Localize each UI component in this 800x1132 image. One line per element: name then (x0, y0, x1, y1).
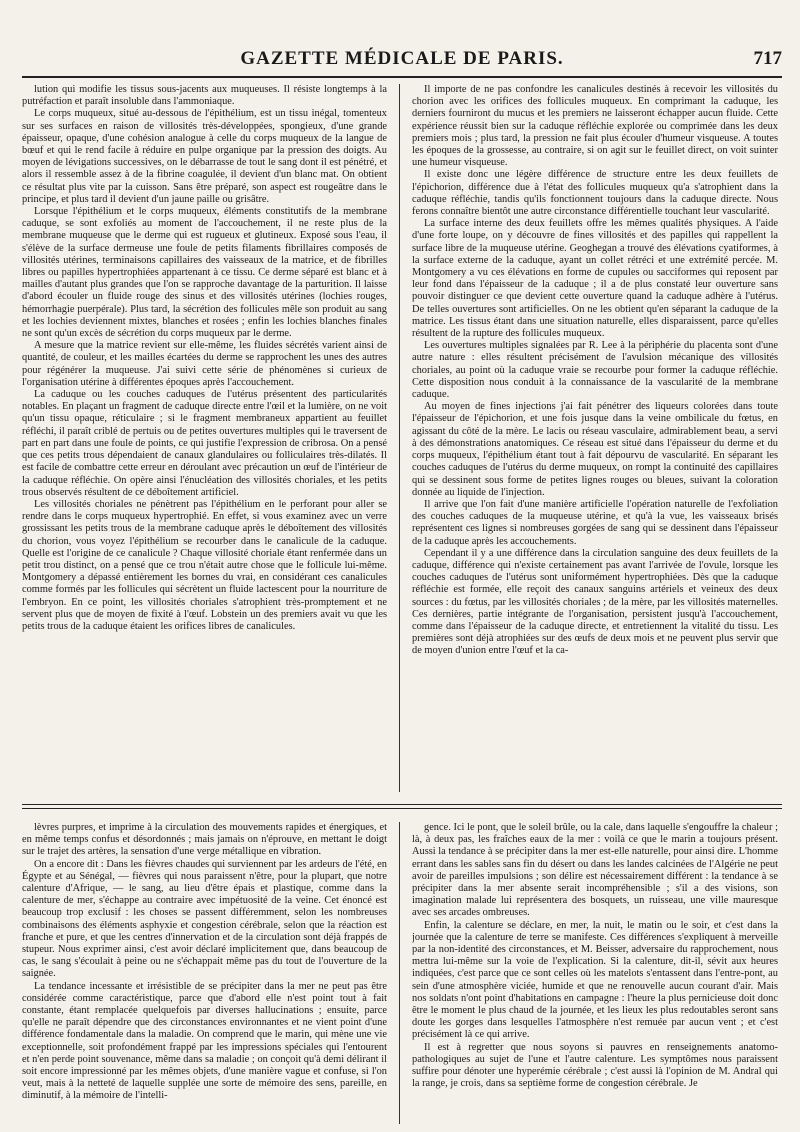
page-number: 717 (753, 48, 782, 69)
column-top-left (22, 84, 387, 792)
paragraph: Cependant il y a une différence dans la circulation sanguine des deux feuillets de la caduque, différence qui n'existe certainement pas avant l'arrivée de l'ovule, lorsque les couches caduques de l'utérus sont uniformément hypertrophiées. Dès que la caduque réfléchie est formée, elle reçoit des canaux sanguins artériels et veineux des deux sources : du fœtus, par les villosités choriales ; de la mère, par les villosités maternelles. Ces dernières, partie intégrante de l'organisation, persistent jusqu'à l'accouchement, comme dans l'épaisseur de la caduque directe, et entretiennent la vitalité du tissu. Les premières sont déjà atrophiées sur des œufs de deux mois et ne peuvent plus servir que de moyen d'union entre l'œuf et la ca- (412, 547, 778, 657)
paragraph: Les ouvertures multiples signalées par R. Lee à la périphérie du placenta sont d'une autre nature : elles résultent précisément de l'avulsion mécanique des villosités choriales, au point où la caduque vraie se recourbe pour former la caduque réfléchie. Cette disposition nous conduit à la connaissance de la vascularité de la membrane caduque. (412, 340, 778, 401)
paragraph: A mesure que la matrice revient sur elle-même, les fluides sécrétés varient ainsi de quantité, de couleur, et les mailles écartées du derme se rapprochent les unes des autres pour régénérer la muqueuse. J'ai suivi cette série de phénomènes si curieux de l'organisation utérine à différentes époques après l'accouchement. (22, 340, 387, 388)
column-divider (399, 84, 400, 792)
paragraph: Les villosités choriales ne pénètrent pas l'épithélium en le perforant pour aller se rendre dans le corps muqueux hypertrophié. En effet, si vous examinez avec un verre grossissant les petits trous de la membrane caduque après le déboîtement des villosités du chorion, vous voyez l'épithélium se recourber dans le canalicule de la caduque. Quelle est l'origine de ce canalicule ? Chaque villosité choriale étant renfermée dans un petit trou distinct, on a pensé que ce trou n'était autre chose que le follicule lui-même. Montgomery a dépassé entièrement les bornes du vrai, en considérant ces canalicules comme formés par les follicules qui sécrètent un fluide lactescent pour la nourriture de l'embryon. En ce point, les villosités choriales s'atrophient très-promptement et ne servent plus que de moyen de fixité à l'œuf. Lobstein un des premiers avait vu que les petits trous de la caduque étaient les orifices libres de canalicules. (22, 498, 387, 632)
column-divider (399, 822, 400, 1124)
page-header (22, 46, 782, 78)
section-divider (22, 804, 782, 805)
paragraph: La tendance incessante et irrésistible de se précipiter dans la mer ne peut pas être considérée comme caractéristique, parce que d'abord elle n'est point tout à fait constante, étant remplacée quelquefois par diverses hallucinations ; ensuite, parce qu'elle ne paraît dépendre que des circonstances environnantes et ne vient point d'une différence fondamentale dans la maladie. On comprend que le marin, qui mène une vie exceptionnelle, soit profondément frappé par les impressions spéciales qui l'entourent et n'en perde point souvenance, même dans sa maladie ; on conçoit qu'à demi délirant il soit encore impressionné par les mêmes objets, d'une manière vague et confuse, si l'on veut, mais à la netteté de laquelle supplée une sorte de mémoire des sens, pareille, en diminutif, à la mémoire de l'intelli- (22, 980, 387, 1102)
paragraph: lution qui modifie les tissus sous-jacents aux muqueuses. Il résiste longtemps à la putréfaction et paraît insoluble dans l'ammoniaque. (22, 84, 387, 108)
paragraph: Il importe de ne pas confondre les canalicules destinés à recevoir les villosités du chorion avec les orifices des follicules muqueux. En comprimant la caduque, les derniers fourniront du mucus et les premiers ne laisseront échapper aucun fluide. Cette expérience réussit bien sur la caduque réfléchie explorée ou comprimée dans les deux premiers mois ; plus tard, la pression ne fait plus écouler d'humeur visqueuse. A toutes les époques de la grossesse, au contraire, si on agit sur le feuillet direct, on voit suinter une humeur visqueuse. (412, 84, 778, 169)
column-bottom-left (22, 822, 387, 1124)
paragraph: Il est à regretter que nous soyons si pauvres en renseignements anatomo-pathologiques au sujet de l'une et l'autre calenture. Les symptômes nous paraissent suffire pour dénoter une hyperémie cérébrale ; c'est aussi là l'opinion de M. Andral qui la range, je crois, dans sa septième forme de congestion cérébrale. Je (412, 1041, 778, 1090)
paragraph: La surface interne des deux feuillets offre les mêmes qualités physiques. A l'aide d'une forte loupe, on y découvre de fines villosités et des papilles qui rappellent la surface libre de la muqueuse utérine. Geoghegan a trouvé des élévations cyatiformes, à la surface externe de la caduque, ayant un collet rétréci et une extrémité percée. M. Montgomery a vu ces élévations en forme de cupules ou sacciformes qui reposent par leur fond dans l'épaisseur de la caduque ; il a de plus constaté leur ouverture sans pouvoir distinguer ce que devient cette ouverture quand la caduque adhère à l'utérus. De telles ouvertures sont artificielles. On ne les obtient qu'en séparant la caduque de la matrice. Les tissus étant dans une situation naturelle, elles disparaissent, parce qu'elles résultent de la rupture des follicules muqueux. (412, 218, 778, 340)
masthead-title: GAZETTE MÉDICALE DE PARIS. (240, 48, 564, 69)
paragraph: Lorsque l'épithélium et le corps muqueux, éléments constitutifs de la membrane caduque, se sont exfoliés au moment de l'accouchement, il ne reste plus de la membrane muqueuse que le derme qui est rugueux et glutineux. Exposé sous l'eau, il s'élève de la surface dermeuse une foule de petits filaments fibrillaires composés de villosités utérines, terminaisons capillaires des vaisseaux de la matrice, et de fibrilles libres ou papilles hypertrophiées appartenant à ce tissu. Ce derme séparé est blanc et à mailles d'autant plus grandes que l'on se rapproche davantage de la parturition. Il laisse d'abord écouler un fluide rouge des sinus et des villosités utérines (lochies rouges, hémorrhagie puerpérale). Plus tard, la sécrétion des follicules mêle son produit au sang et les lochies deviennent mixtes, blanches et rosées ; enfin les lochies blanches finales ne sont qu'un excès de sécrétion du corps muqueux par le derme. (22, 206, 387, 340)
column-bottom-right (412, 822, 778, 1124)
paragraph: On a encore dit : Dans les fièvres chaudes qui surviennent par les ardeurs de l'été, en Égypte et au Sénégal, — fièvres qui nous paraissent n'être, pour la plupart, que notre calenture d'Afrique, — le sang, au lieu d'être épais et plastique, comme dans la calenture de mer, s'échappe au contraire avec impétuosité de la veine. Cet énoncé est beaucoup trop exclusif : les choses se passent différemment, selon les nombreuses combinaisons des éléments asphyxie et congestion cérébrale, selon que la réaction est franche et pure, et que les centres d'innervation et de la circulation sont déjà frappés de stupeur. Nous exprimer ainsi, c'est avoir déclaré implicitement que, dans beaucoup de cas, le sang s'écoulait à peine ou ne s'échappait même pas du tout de l'ouverture de la saignée. (22, 858, 387, 980)
section-divider (22, 808, 782, 809)
paragraph: Il arrive que l'on fait d'une manière artificielle l'opération naturelle de l'exfoliation des couches caduques de la muqueuse utérine, et qu'à la vue, les vaisseaux brisés représentent ces lignes si nombreuses gorgées de sang qui se dessinent dans l'épaisseur de la caduque après les accouchements. (412, 498, 778, 547)
paragraph: Il existe donc une légère différence de structure entre les deux feuillets de l'épichorion, différence due à l'état des follicules muqueux qu'a s'atrophient dans la caduque réfléchie, tandis qu'ils fonctionnent toujours dans la caduque directe. Nous ferons connaître bientôt une autre circonstance différentielle touchant leur vascularité. (412, 169, 778, 218)
column-top-right (412, 84, 778, 792)
paragraph: Enfin, la calenture se déclare, en mer, la nuit, le matin ou le soir, et c'est dans la journée que la calenture de terre se manifeste. Ces différences s'expliquent à merveille par la non-identité des circonstances, et M. Beisser, adversaire du rapprochement, nous mettra lui-même sur la voie de l'explication. Si la calenture, dit-il, sévit aux heures indiquées, c'est parce que ce sont celles où les matelots s'entassent dans l'entre-pont, au sein d'une atmosphère viciée, humide et que ne renouvelle aucun courant d'air. Mais nos soldats n'ont point d'habitations en campagne : l'heure la plus pernicieuse doit donc être le moment le plus chaud de la journée, et les lieux les plus redoutables seront sans doute les gorges dans lesquelles l'atmosphère n'est remuée par aucun vent ; et c'est précisément là ce qui arrive. (412, 919, 778, 1041)
paragraph: La caduque ou les couches caduques de l'utérus présentent des particularités notables. En plaçant un fragment de caduque directe entre l'œil et la lumière, on ne voit qu'un tissu opaque, réticulaire ; si le fragment membraneux appartient au feuillet réfléchi, il paraît criblé de pertuis ou de petites ouvertures multiples qui le traversent de part en part dans une foule de points, ce qui justifie l'expression de cribrosa. On a pensé que ces petits trous dépendaient de canaux glandulaires ou folliculaires très-dilatés. Il est facile de combattre cette erreur en déroulant avec précaution un œuf de l'intérieur de la caduque réfléchie. On opère ainsi l'énucléation des villosités choriales, et les petits trous observés résultent de ce déboîtement artificiel. (22, 389, 387, 498)
paragraph: Le corps muqueux, situé au-dessous de l'épithélium, est un tissu inégal, tomenteux sur ses surfaces en raison de villosités très-développées, spongieux, d'une grande épaisseur, opaque, d'une cohésion analogue à celle du corps muqueux de la langue de bœuf et qui le rend facile à réduire en pulpe organique par la pression des doigts. Au moyen de lévigations successives, on le débarrasse de tout le sang dont il est pénétré, et alors il ressemble assez à de la fibrine coagulée, il devient d'un blanc mat. On obtient ce résultat plus vite par la cuisson. Sans être préparé, son aspect est rougeâtre dans le principe, et plus tard il devient d'un jaune paille ou grisâtre. (22, 108, 387, 205)
paragraph: lèvres purpres, et imprime à la circulation des mouvements rapides et énergiques, et en même temps confus et désordonnés ; mais jamais on n'éprouve, en mettant le doigt sur le trajet des artères, la sensation d'une verge métallique en vibration. (22, 822, 387, 858)
paragraph: Au moyen de fines injections j'ai fait pénétrer des liqueurs colorées dans toute l'épaisseur de l'épichorion, et une fois jusque dans la veine ombilicale du fœtus, en agissant du côté de la mère. Le lacis ou réseau vasculaire, admirablement beau, a servi à des démonstrations anatomiques. Ce réseau est situé dans l'épaisseur du derme et du corps muqueux, l'épithélium étant tout à fait dépourvu de vascularité. En séparant les couches caduques de l'utérus du derme muqueux, on rompt la continuité des capillaires qui se dessinent sous forme de petites lignes rouges ou bleues, suivant la coloration donnée au liquide de l'injection. (412, 401, 778, 498)
paragraph: gence. Ici le pont, que le soleil brûle, ou la cale, dans laquelle s'engouffre la chaleur ; là, à deux pas, les fraîches eaux de la mer : voilà ce que le marin a toujours présent. Aussi la tendance à se précipiter dans la mer est-elle naturelle, pour ainsi dire. L'homme errant dans les sables sans fin du désert ou dans les landes calcinées de l'Algérie ne peut avoir de pareilles impulsions ; son délire est nécessairement différent : la tendance à se précipiter dans la mer absente serait incompréhensible ; s'il a des visions, son imagination malade lui représentera des bosquets, un ruisseau, une ville mauresque avec ses arcades ombreuses. (412, 822, 778, 919)
